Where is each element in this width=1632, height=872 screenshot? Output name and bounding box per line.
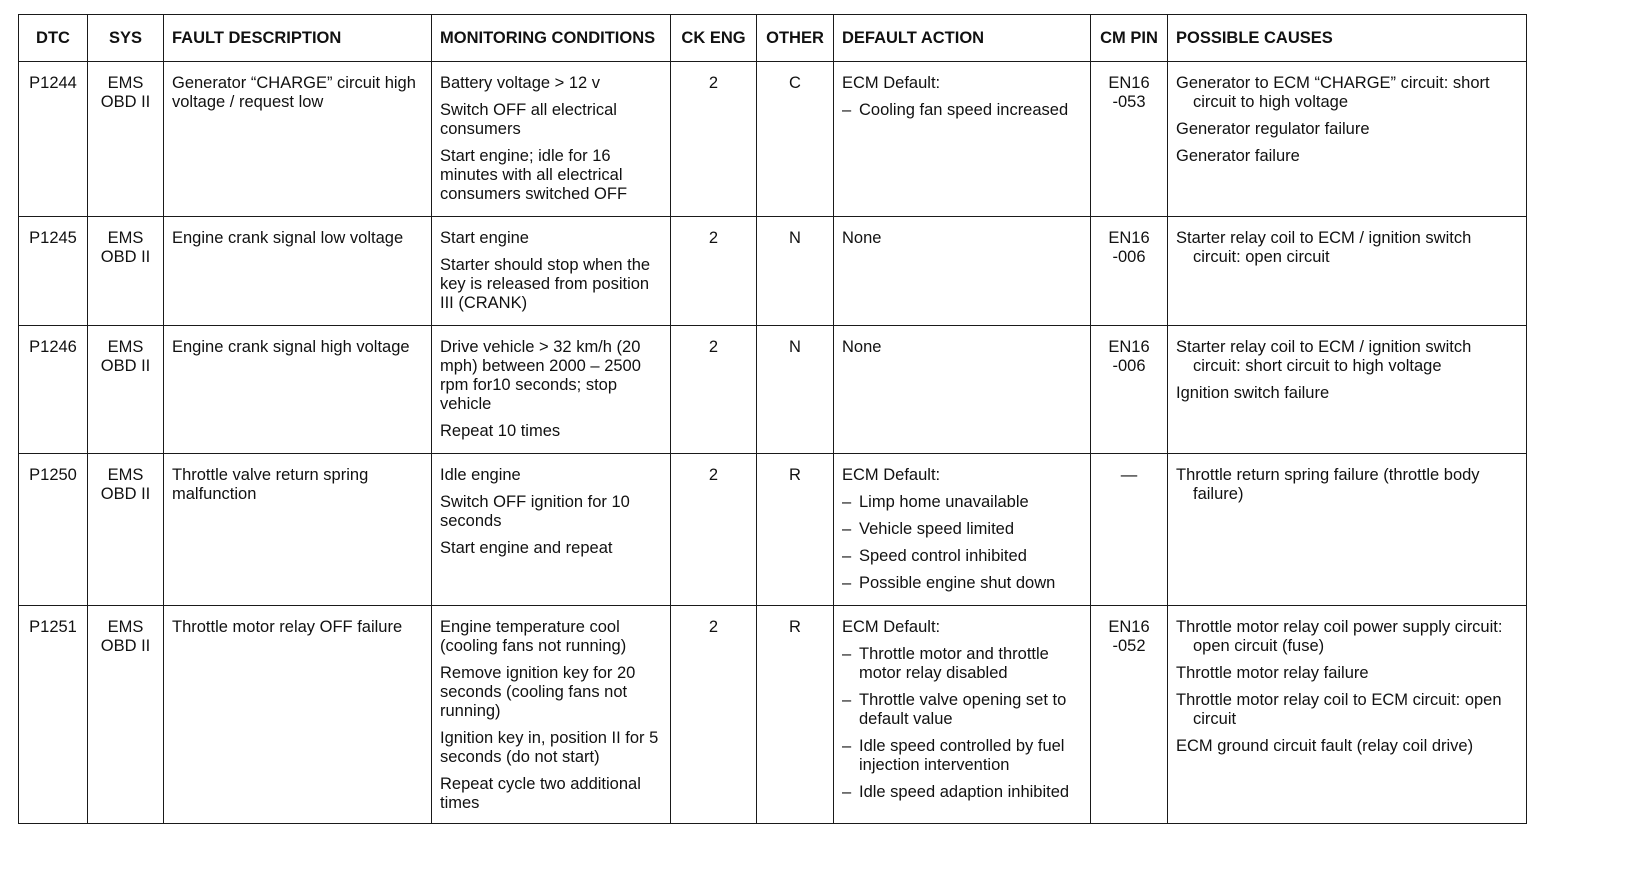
dtc-code: P1251	[19, 606, 88, 824]
cause-item: Generator to ECM “CHARGE” circuit: short circuit to high voltage	[1176, 74, 1490, 111]
ck-eng-value: 2	[671, 326, 757, 454]
pin-line: -006	[1112, 357, 1146, 375]
system-line: OBD II	[100, 357, 151, 375]
cm-pin	[1091, 454, 1168, 606]
dtc-code: P1244	[19, 62, 88, 217]
cause-item: Starter relay coil to ECM / ignition switch circuit: open circuit	[1176, 229, 1472, 266]
system-line: OBD II	[100, 248, 151, 266]
possible-causes	[1168, 62, 1527, 217]
system-line: EMS	[107, 74, 144, 92]
action-item: – Throttle valve opening set to default value	[842, 691, 1067, 728]
other-value: R	[757, 454, 834, 606]
possible-causes	[1168, 606, 1527, 824]
monitoring-conditions	[432, 217, 671, 326]
monitoring-step: Drive vehicle > 32 km/h (20 mph) between 2000 – 2500 rpm for10 seconds; stop vehicle	[440, 338, 641, 413]
cm-pin	[1091, 326, 1168, 454]
monitoring-step: Repeat 10 times	[440, 422, 561, 440]
table-row	[19, 454, 1527, 606]
header-cm-pin: CM PIN	[1091, 15, 1168, 62]
header-default-action: DEFAULT ACTION	[834, 15, 1091, 62]
default-action	[834, 326, 1091, 454]
pin-line: EN16	[1108, 618, 1150, 636]
fault-description: Engine crank signal low voltage	[164, 217, 432, 326]
system-line: OBD II	[100, 485, 151, 503]
table-row	[19, 606, 1527, 824]
fault-description: Generator “CHARGE” circuit high voltage / request low	[164, 62, 432, 217]
monitoring-step: Starter should stop when the key is released from position III (CRANK)	[440, 256, 651, 312]
dtc-code: P1245	[19, 217, 88, 326]
header-dtc: DTC	[19, 15, 88, 62]
monitoring-step: Engine temperature cool (cooling fans not running)	[440, 618, 627, 655]
action-heading: None	[842, 338, 882, 356]
action-item: – Speed control inhibited	[842, 547, 1027, 565]
monitoring-step: Battery voltage > 12 v	[440, 74, 601, 92]
default-action	[834, 217, 1091, 326]
system	[88, 326, 164, 454]
default-action	[834, 454, 1091, 606]
cm-pin	[1091, 217, 1168, 326]
other-value: C	[757, 62, 834, 217]
other-value: N	[757, 217, 834, 326]
cause-item: Throttle motor relay failure	[1176, 664, 1369, 682]
header-monitoring-conditions: MONITORING CONDITIONS	[432, 15, 671, 62]
dtc-code: P1250	[19, 454, 88, 606]
header-sys: SYS	[88, 15, 164, 62]
monitoring-conditions	[432, 606, 671, 824]
header-fault-description: FAULT DESCRIPTION	[164, 15, 432, 62]
table-row	[19, 62, 1527, 217]
ck-eng-value: 2	[671, 217, 757, 326]
monitoring-step: Switch OFF ignition for 10 seconds	[440, 493, 630, 530]
default-action	[834, 62, 1091, 217]
pin-line: -052	[1112, 637, 1146, 655]
cause-item: Throttle return spring failure (throttle body failure)	[1176, 466, 1480, 503]
table-row	[19, 217, 1527, 326]
cm-pin	[1091, 606, 1168, 824]
possible-causes	[1168, 454, 1527, 606]
header-other: OTHER	[757, 15, 834, 62]
possible-causes	[1168, 326, 1527, 454]
pin-line: EN16	[1108, 338, 1150, 356]
possible-causes	[1168, 217, 1527, 326]
system	[88, 217, 164, 326]
action-heading: ECM Default:	[842, 74, 941, 92]
header-ck-eng: CK ENG	[671, 15, 757, 62]
other-value: N	[757, 326, 834, 454]
action-heading: ECM Default:	[842, 618, 941, 636]
ck-eng-value: 2	[671, 606, 757, 824]
monitoring-step: Idle engine	[440, 466, 521, 484]
dtc-code: P1246	[19, 326, 88, 454]
system	[88, 454, 164, 606]
monitoring-step: Start engine and repeat	[440, 539, 613, 557]
pin-line: -006	[1112, 248, 1146, 266]
cause-item: Ignition switch failure	[1176, 384, 1330, 402]
system	[88, 606, 164, 824]
cm-pin	[1091, 62, 1168, 217]
pin-line: -053	[1112, 93, 1146, 111]
ck-eng-value: 2	[671, 454, 757, 606]
action-heading: None	[842, 229, 882, 247]
monitoring-step: Switch OFF all electrical consumers	[440, 101, 617, 138]
action-heading: ECM Default:	[842, 466, 941, 484]
cause-item: Starter relay coil to ECM / ignition switch circuit: short circuit to high voltage	[1176, 338, 1472, 375]
action-item: – Cooling fan speed increased	[842, 101, 1069, 119]
action-item: – Vehicle speed limited	[842, 520, 1015, 538]
system	[88, 62, 164, 217]
other-value: R	[757, 606, 834, 824]
action-item: – Idle speed controlled by fuel injection intervention	[842, 737, 1065, 774]
dtc-table	[18, 14, 1527, 824]
system-line: OBD II	[100, 637, 151, 655]
monitoring-conditions	[432, 454, 671, 606]
monitoring-conditions	[432, 62, 671, 217]
action-item: – Idle speed adaption inhibited	[842, 783, 1070, 801]
system-line: EMS	[107, 338, 144, 356]
action-item: – Limp home unavailable	[842, 493, 1029, 511]
ck-eng-value: 2	[671, 62, 757, 217]
system-line: EMS	[107, 466, 144, 484]
system-line: EMS	[107, 618, 144, 636]
monitoring-step: Ignition key in, position II for 5 seconds (do not start)	[440, 729, 659, 766]
pin-line: —	[1120, 466, 1138, 484]
fault-description: Throttle valve return spring malfunction	[164, 454, 432, 606]
pin-line: EN16	[1108, 74, 1150, 92]
table-row	[19, 326, 1527, 454]
monitoring-step: Remove ignition key for 20 seconds (cooling fans not running)	[440, 664, 636, 720]
monitoring-step: Repeat cycle two additional times	[440, 775, 641, 812]
system-line: OBD II	[100, 93, 151, 111]
cause-item: Throttle motor relay coil power supply circuit: open circuit (fuse)	[1176, 618, 1503, 655]
monitoring-step: Start engine; idle for 16 minutes with all electrical consumers switched OFF	[440, 147, 628, 203]
cause-item: ECM ground circuit fault (relay coil drive)	[1176, 737, 1474, 755]
action-item: – Possible engine shut down	[842, 574, 1056, 592]
monitoring-step: Start engine	[440, 229, 529, 247]
cause-item: Generator failure	[1176, 147, 1300, 165]
fault-description: Throttle motor relay OFF failure	[164, 606, 432, 824]
monitoring-conditions	[432, 326, 671, 454]
system-line: EMS	[107, 229, 144, 247]
header-row	[19, 15, 1527, 62]
default-action	[834, 606, 1091, 824]
cause-item: Throttle motor relay coil to ECM circuit: open circuit	[1176, 691, 1502, 728]
dtc-sheet	[18, 14, 1527, 824]
action-item: – Throttle motor and throttle motor relay disabled	[842, 645, 1049, 682]
fault-description: Engine crank signal high voltage	[164, 326, 432, 454]
cause-item: Generator regulator failure	[1176, 120, 1370, 138]
header-possible-causes: POSSIBLE CAUSES	[1168, 15, 1527, 62]
pin-line: EN16	[1108, 229, 1150, 247]
